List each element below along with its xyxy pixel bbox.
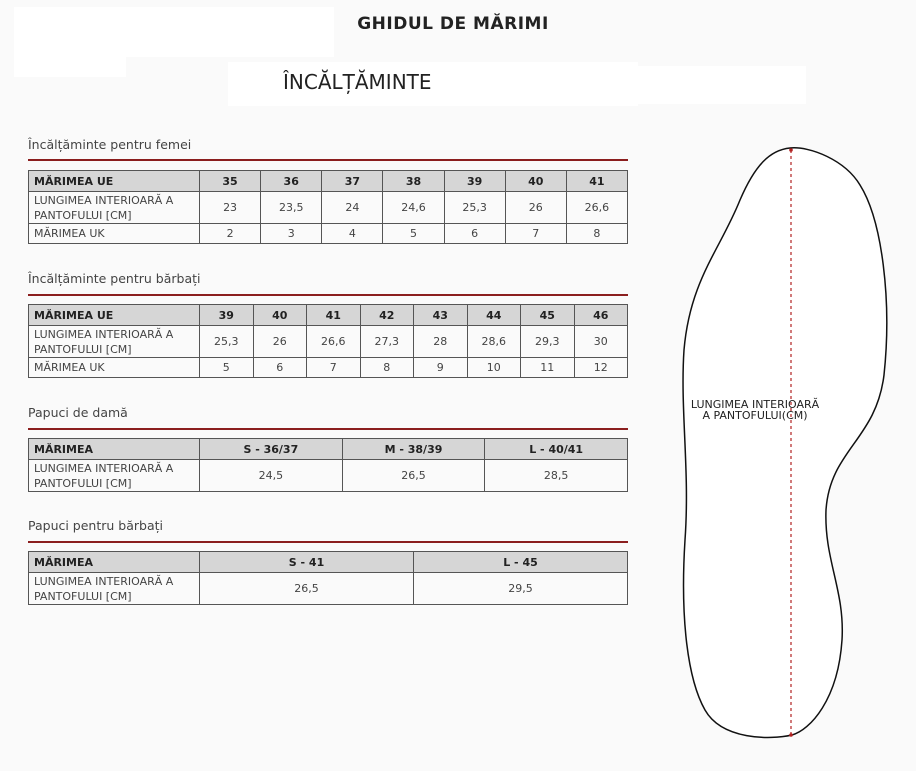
uk-cell: 2 — [200, 224, 261, 244]
table-row — [29, 224, 628, 244]
length-cell: 26,6 — [307, 326, 361, 358]
section-title-women-slippers: Papuci de damă — [28, 405, 128, 420]
uk-cell: 6 — [444, 224, 505, 244]
section-divider — [28, 294, 628, 296]
uk-cell: 10 — [467, 358, 521, 378]
foot-outline-icon — [660, 140, 900, 745]
size-cell: S - 41 — [200, 552, 414, 573]
size-cell: 40 — [505, 171, 566, 192]
section-title-men-slippers: Papuci pentru bărbați — [28, 518, 163, 533]
table-row — [29, 573, 628, 605]
size-cell: M - 38/39 — [342, 439, 485, 460]
table-header-row — [29, 171, 628, 192]
uk-cell: 5 — [383, 224, 444, 244]
header-panel-left-lower — [14, 57, 126, 77]
uk-cell: 6 — [253, 358, 307, 378]
table-row — [29, 326, 628, 358]
uk-cell: 4 — [322, 224, 383, 244]
size-table-men — [28, 304, 628, 378]
size-cell: 38 — [383, 171, 444, 192]
size-cell: L - 40/41 — [485, 439, 628, 460]
row-label: LUNGIMEA INTERIOARĂ A PANTOFULUI [CM] — [29, 460, 200, 492]
length-cell: 24,5 — [200, 460, 343, 492]
length-cell: 23 — [200, 192, 261, 224]
table-row — [29, 358, 628, 378]
row-label: MĂRIMEA UK — [29, 224, 200, 244]
size-cell: 39 — [444, 171, 505, 192]
uk-cell: 5 — [200, 358, 254, 378]
length-cell: 26,6 — [566, 192, 627, 224]
size-cell: L - 45 — [414, 552, 628, 573]
size-cell: 46 — [574, 305, 628, 326]
length-cell: 23,5 — [261, 192, 322, 224]
uk-cell: 11 — [521, 358, 575, 378]
size-cell: 42 — [360, 305, 414, 326]
size-cell: 40 — [253, 305, 307, 326]
size-cell: 37 — [322, 171, 383, 192]
measure-end-bottom — [789, 733, 793, 737]
size-cell: 45 — [521, 305, 575, 326]
uk-cell: 7 — [307, 358, 361, 378]
length-cell: 26,5 — [200, 573, 414, 605]
page-title: GHIDUL DE MĂRIMI — [357, 14, 549, 34]
length-cell: 25,3 — [200, 326, 254, 358]
table-header-row — [29, 439, 628, 460]
table-header-row — [29, 552, 628, 573]
foot-length-label — [680, 399, 830, 421]
uk-cell: 9 — [414, 358, 468, 378]
uk-cell: 7 — [505, 224, 566, 244]
row-label: MĂRIMEA UK — [29, 358, 200, 378]
length-cell: 28,6 — [467, 326, 521, 358]
size-cell: 44 — [467, 305, 521, 326]
row-label: LUNGIMEA INTERIOARĂ A PANTOFULUI [CM] — [29, 192, 200, 224]
length-cell: 25,3 — [444, 192, 505, 224]
header-label: MĂRIMEA UE — [29, 171, 200, 192]
uk-cell: 3 — [261, 224, 322, 244]
length-cell: 24 — [322, 192, 383, 224]
size-cell: 43 — [414, 305, 468, 326]
length-cell: 28 — [414, 326, 468, 358]
length-cell: 26 — [253, 326, 307, 358]
header-label: MĂRIMEA UE — [29, 305, 200, 326]
size-cell: S - 36/37 — [200, 439, 343, 460]
size-table-women-slippers — [28, 438, 628, 492]
foot-outline — [683, 148, 887, 738]
length-cell: 29,3 — [521, 326, 575, 358]
section-divider — [28, 428, 628, 430]
page-subtitle: ÎNCĂLȚĂMINTE — [283, 70, 432, 94]
header-label: MĂRIMEA — [29, 439, 200, 460]
size-cell: 41 — [307, 305, 361, 326]
table-header-row — [29, 305, 628, 326]
length-cell: 24,6 — [383, 192, 444, 224]
section-title-men: Încălțăminte pentru bărbați — [28, 271, 201, 286]
section-divider — [28, 541, 628, 543]
length-cell: 27,3 — [360, 326, 414, 358]
uk-cell: 8 — [566, 224, 627, 244]
length-cell: 26 — [505, 192, 566, 224]
length-cell: 26,5 — [342, 460, 485, 492]
uk-cell: 12 — [574, 358, 628, 378]
section-divider — [28, 159, 628, 161]
foot-label-line2: A PANTOFULUI(CM) — [702, 409, 808, 422]
row-label: LUNGIMEA INTERIOARĂ A PANTOFULUI [CM] — [29, 326, 200, 358]
foot-label-line1: LUNGIMEA INTERIOARĂ — [690, 398, 820, 411]
header-label: MĂRIMEA — [29, 552, 200, 573]
size-cell: 35 — [200, 171, 261, 192]
table-row — [29, 192, 628, 224]
size-cell: 41 — [566, 171, 627, 192]
uk-cell: 8 — [360, 358, 414, 378]
table-row — [29, 460, 628, 492]
size-table-men-slippers — [28, 551, 628, 605]
length-cell: 28,5 — [485, 460, 628, 492]
measure-end-top — [789, 148, 793, 152]
size-cell: 36 — [261, 171, 322, 192]
size-cell: 39 — [200, 305, 254, 326]
row-label: LUNGIMEA INTERIOARĂ A PANTOFULUI [CM] — [29, 573, 200, 605]
length-cell: 29,5 — [414, 573, 628, 605]
size-table-women — [28, 170, 628, 244]
length-cell: 30 — [574, 326, 628, 358]
section-title-women: Încălțăminte pentru femei — [28, 137, 192, 152]
